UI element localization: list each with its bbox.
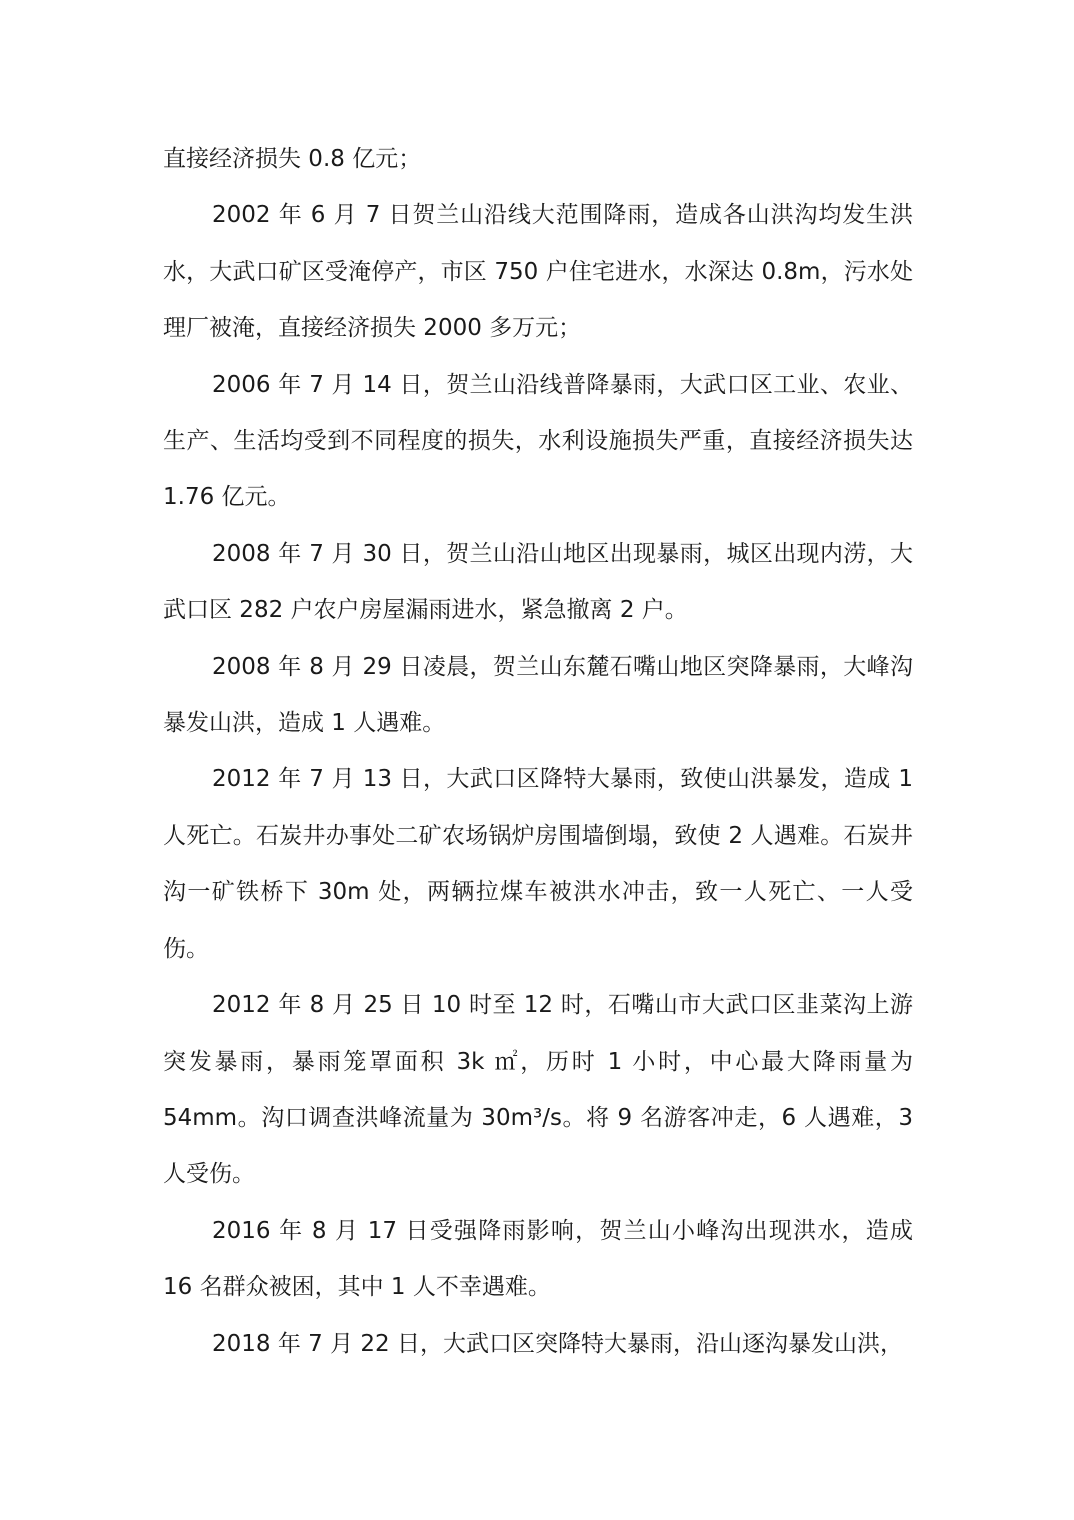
paragraph-2018-flood: 2018 年 7 月 22 日，大武口区突降特大暴雨，沿山逐沟暴发山洪， <box>212 1330 903 1357</box>
body-text <box>163 131 913 1372</box>
paragraph-2008-august-flood: 2008 年 8 月 29 日凌晨，贺兰山东麓石嘴山地区突降暴雨，大峰沟暴发山洪，造成 1 人遇难。 <box>163 653 913 737</box>
paragraph-2012-july-flood: 2012 年 7 月 13 日，大武口区降特大暴雨，致使山洪暴发，造成 1 人死亡。石炭井办事处二矿农场锅炉房围墙倒塌，致使 2 人遇难。石炭井沟一矿铁桥下 30m 处，两辆拉煤车被洪水冲击，致一人死亡、一人受伤。 <box>163 766 913 962</box>
paragraph-2006-flood: 2006 年 7 月 14 日，贺兰山沿线普降暴雨，大武口区工业、农业、生产、生活均受到不同程度的损失，水利设施损失严重，直接经济损失达 1.76 亿元。 <box>163 371 913 511</box>
paragraph-continuation: 直接经济损失 0.8 亿元； <box>163 146 422 172</box>
paragraph-2002-flood: 2002 年 6 月 7 日贺兰山沿线大范围降雨，造成各山洪沟均发生洪水，大武口矿区受淹停产，市区 750 户住宅进水，水深达 0.8m，污水处理厂被淹，直接经济损失 2000 多万元； <box>163 202 913 342</box>
paragraph-2016-flood: 2016 年 8 月 17 日受强降雨影响，贺兰山小峰沟出现洪水，造成 16 名群众被困，其中 1 人不幸遇难。 <box>163 1217 913 1301</box>
paragraph-2008-july-flood: 2008 年 7 月 30 日，贺兰山沿山地区出现暴雨，城区出现内涝，大武口区 282 户农户房屋漏雨进水，紧急撤离 2 户。 <box>163 540 913 624</box>
paragraph-2012-august-flood: 2012 年 8 月 25 日 10 时至 12 时，石嘴山市大武口区韭菜沟上游突发暴雨，暴雨笼罩面积 3k ㎡，历时 1 小时，中心最大降雨量为 54mm。沟口调查洪峰流量为 30m³/s。将 9 名游客冲走，6 人遇难，3 人受伤。 <box>163 992 913 1188</box>
